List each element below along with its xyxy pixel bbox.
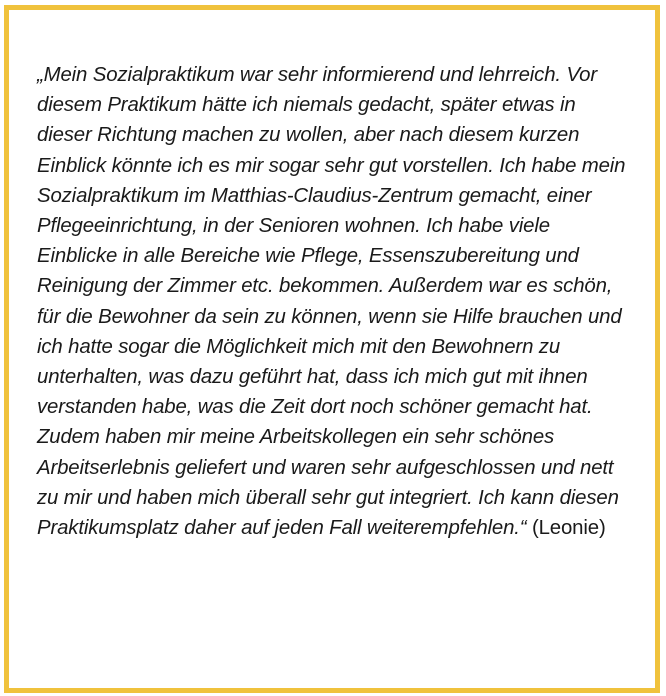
quote-text: „Mein Sozialpraktikum war sehr informierend und lehrreich. Vor diesem Praktikum hätte ich niemals gedacht, später etwas in dieser Richtung machen zu wollen, aber nach diesem kurzen Einblick könnte ich es mir sogar sehr gut vorstellen. Ich habe mein Sozialpraktikum im Matthias-Claudius-Zentrum gemacht, einer Pflegeeinrichtung, in der Senioren wohnen. Ich habe viele Einblicke in alle Bereiche wie Pflege, Essenszubereitung und Reinigung der Zimmer etc. bekommen. Außerdem war es schön, für die Bewohner da sein zu können, wenn sie Hilfe brauchen und ich hatte sogar die Möglichkeit mich mit den Bewohnern zu unterhalten, was dazu geführt hat, dass ich mich gut mit ihnen verstanden habe, was die Zeit dort noch schöner gemacht hat. Zudem haben mir meine Arbeitskollegen ein sehr schönes Arbeitserlebnis geliefert und waren sehr aufgeschlossen und nett zu mir und haben mich überall sehr gut integriert. Ich kann diesen Praktikumsplatz daher auf jeden Fall weiterempfehlen.“ bbox=[37, 64, 626, 540]
testimonial-quote bbox=[37, 60, 635, 543]
testimonial-box bbox=[4, 5, 660, 693]
quote-author: (Leonie) bbox=[531, 517, 606, 540]
